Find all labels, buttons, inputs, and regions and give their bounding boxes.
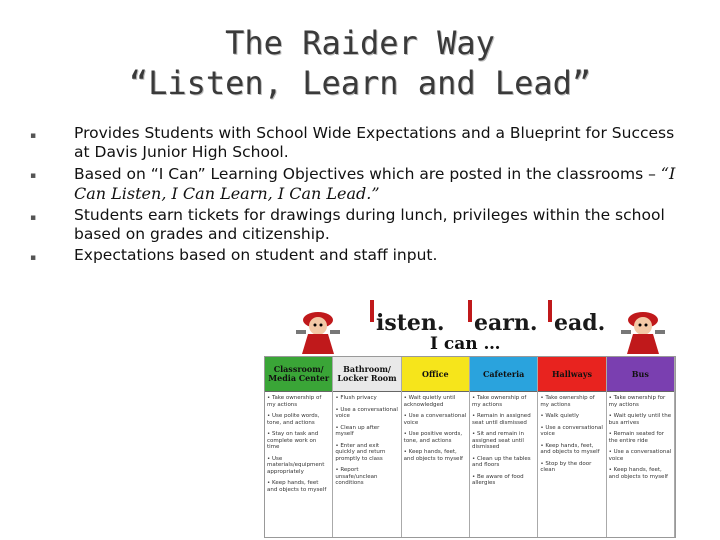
bullet-icon: ▪ xyxy=(30,253,37,263)
matrix-column-header: Office xyxy=(402,357,469,392)
matrix-column-header: Bus xyxy=(607,357,674,392)
matrix-cell-item: • Use a conversational voice xyxy=(335,406,398,419)
matrix-cell-item: • Stop by the door clean xyxy=(540,460,592,473)
matrix-column-header: Hallways xyxy=(538,357,605,392)
matrix-column xyxy=(265,357,333,537)
bullet-text: Based on “I Can” Learning Objectives which are posted in the classrooms – xyxy=(74,165,661,183)
poster-subtitle: I can … xyxy=(430,334,501,354)
matrix-column xyxy=(607,357,675,537)
matrix-cell-item: • Take ownership for my actions xyxy=(608,395,666,408)
bullet-item xyxy=(30,246,690,265)
matrix-column-header: Bathroom/ Locker Room xyxy=(333,357,400,392)
matrix-cell-item: • Use a conversational voice xyxy=(540,424,603,437)
bullet-text: Expectations based on student and staff input. xyxy=(74,246,438,264)
matrix-cell-item: • Wait quietly until the bus arrives xyxy=(608,413,672,426)
matrix-cell-item: • Use materials/equipment appropriately xyxy=(267,455,325,475)
matrix-cell-item: • Stay on task and complete work on time xyxy=(267,431,319,450)
bullet-text: Provides Students with School Wide Expectations and a Blueprint for Success at Davis Junior High School. xyxy=(74,124,675,161)
bullet-item xyxy=(30,124,690,162)
matrix-cell-item: • Remain in assigned seat until dismissed xyxy=(472,413,531,426)
red-l-bar xyxy=(370,300,374,322)
bullet-item xyxy=(30,164,690,204)
matrix-cell-item: • Flush privacy xyxy=(335,395,377,401)
bullet-icon: ▪ xyxy=(30,171,37,181)
matrix-cell-item: • Take ownership of my actions xyxy=(267,395,322,408)
matrix-cell-item: • Take ownership of my actions xyxy=(540,395,595,408)
matrix-column xyxy=(402,357,470,537)
bullet-text: Students earn tickets for drawings during lunch, privileges within the school based on grades and citizenship. xyxy=(74,206,665,243)
matrix-column xyxy=(470,357,538,537)
expectations-matrix xyxy=(264,356,676,538)
matrix-cell-item: • Keep hands, feet, and objects to myself xyxy=(403,449,463,462)
bullet-italic-text: “I Can Listen, I Can Learn, I Can Lead.” xyxy=(74,164,676,203)
matrix-cell-item: • Use polite words, tone, and actions xyxy=(267,413,320,426)
slide-title: The Raider Way xyxy=(225,24,495,62)
matrix-cell-item: • Sit and remain in assigned seat until dismissed xyxy=(472,431,525,450)
red-l-bar xyxy=(548,300,552,322)
matrix-cell-item: • Clean up after myself xyxy=(335,424,380,437)
matrix-cell-item: • Keep hands, feet and objects to myself xyxy=(267,480,327,493)
matrix-column-header: Classroom/ Media Center xyxy=(265,357,332,392)
poster-word-learn: earn. xyxy=(474,310,538,336)
matrix-cell-item: • Use positive words, tone, and actions xyxy=(403,431,463,444)
matrix-cell-item: • Walk quietly xyxy=(540,413,580,419)
slide-subtitle: “Listen, Learn and Lead” xyxy=(128,64,592,102)
bullet-icon: ▪ xyxy=(30,213,37,223)
poster-word-listen: isten. xyxy=(376,310,445,336)
matrix-cell-item: • Enter and exit quickly and return promptly to class xyxy=(335,442,386,462)
matrix-column-header: Cafeteria xyxy=(470,357,537,392)
red-l-bar xyxy=(468,300,472,322)
matrix-cell-item: • Use a conversational voice xyxy=(403,413,467,426)
matrix-column xyxy=(333,357,401,537)
matrix-cell-item: • Remain seated for the entire ride xyxy=(608,431,665,444)
matrix-cell-item: • Use a conversational voice xyxy=(608,449,672,462)
matrix-cell-item: • Take ownership of my actions xyxy=(472,395,527,408)
bullet-list xyxy=(30,124,690,267)
poster-word-lead: ead. xyxy=(554,310,606,336)
matrix-column xyxy=(538,357,606,537)
matrix-cell-item: • Wait quietly until acknowledged xyxy=(403,395,456,408)
matrix-cell-item: • Clean up the tables and floors xyxy=(472,455,531,468)
matrix-cell-item: • Keep hands, feet, and objects to myself xyxy=(608,467,668,480)
raider-mascot-left-icon xyxy=(290,300,346,356)
matrix-cell-item: • Keep hands, feet, and objects to myself xyxy=(540,442,600,455)
bullet-item xyxy=(30,206,690,244)
bullet-icon: ▪ xyxy=(30,131,37,141)
matrix-cell-item: • Report unsafe/unclean conditions xyxy=(335,467,378,486)
matrix-cell-item: • Be aware of food allergies xyxy=(472,473,524,486)
